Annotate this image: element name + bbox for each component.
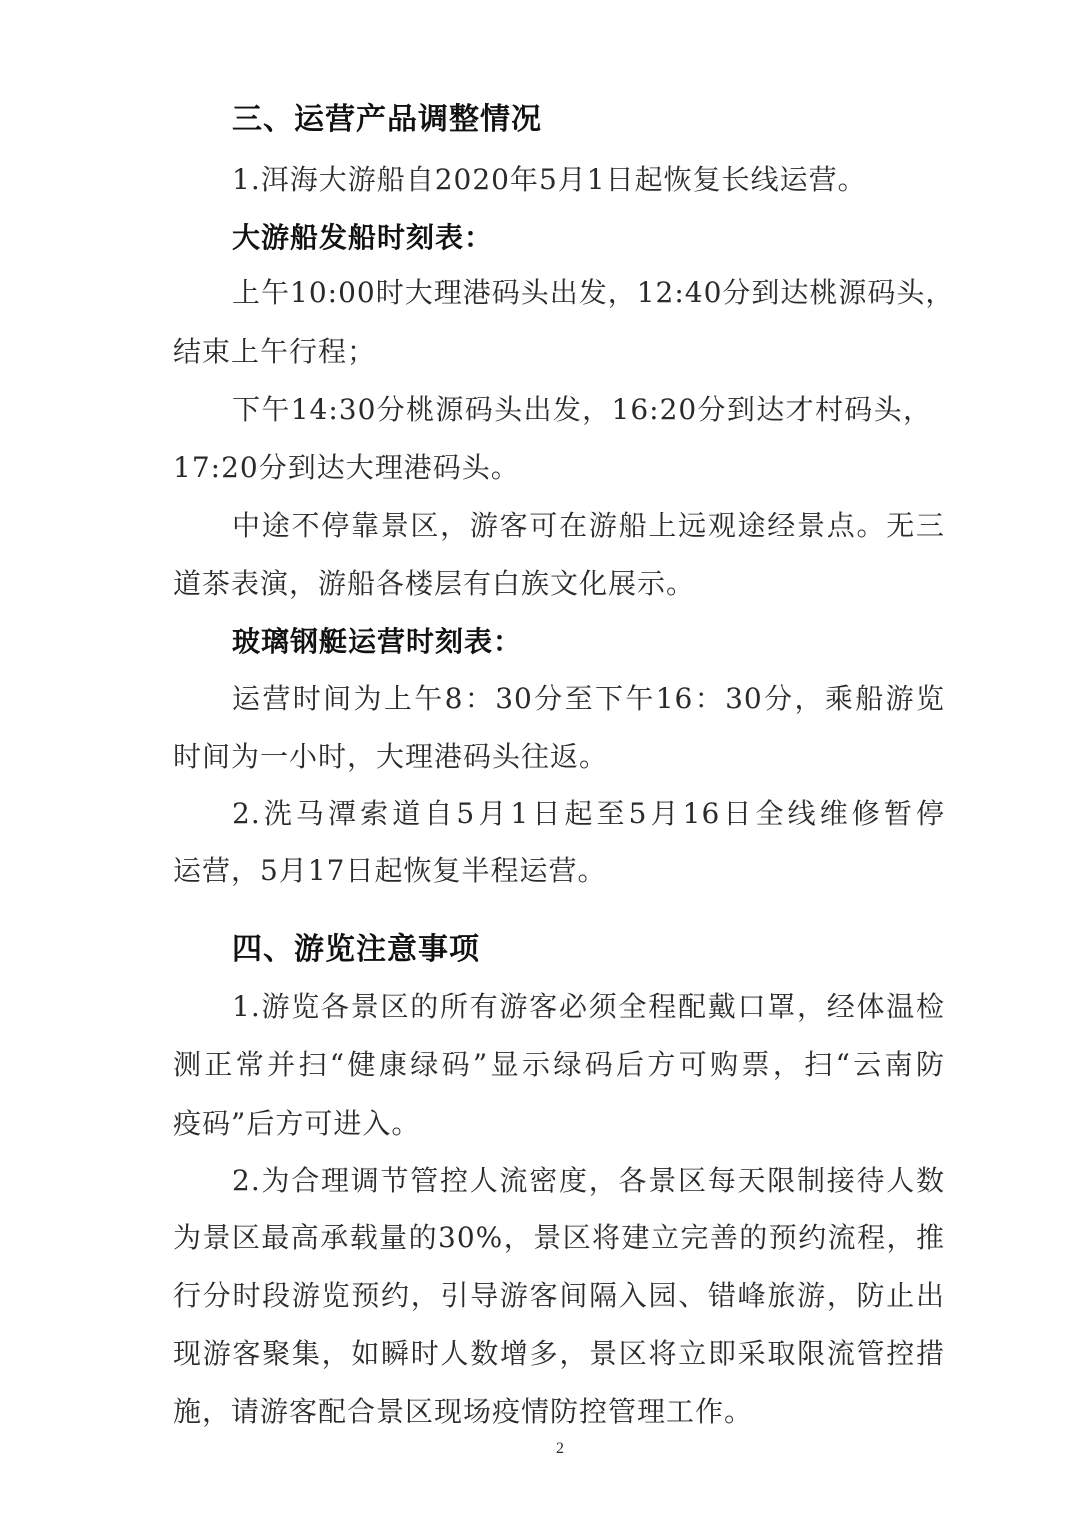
- paragraph-line: 行分时段游览预约，引导游客间隔入园、错峰旅游，防止出: [173, 1279, 945, 1312]
- paragraph-line: 上午10:00时大理港码头出发，12:40分到达桃源码头，: [232, 276, 955, 309]
- paragraph-line: 2.为合理调节管控人流密度，各景区每天限制接待人数: [232, 1164, 945, 1197]
- paragraph-line: 测正常并扫“健康绿码”显示绿码后方可购票，扫“云南防: [173, 1048, 945, 1081]
- section-heading-3: 三、运营产品调整情况: [232, 102, 542, 137]
- paragraph-line: 现游客聚集，如瞬时人数增多，景区将立即采取限流管控措: [173, 1337, 945, 1370]
- paragraph-line: 17:20分到达大理港码头。: [173, 451, 520, 484]
- paragraph-line: 下午14:30分桃源码头出发，16:20分到达才村码头，: [232, 393, 932, 426]
- paragraph-line: 中途不停靠景区，游客可在游船上远观途经景点。无三: [232, 509, 945, 542]
- paragraph-line: 施，请游客配合景区现场疫情防控管理工作。: [173, 1395, 754, 1428]
- paragraph-line: 1.游览各景区的所有游客必须全程配戴口罩，经体温检: [232, 990, 945, 1023]
- paragraph-line: 疫码”后方可进入。: [173, 1107, 421, 1140]
- subheading-fiberglass-schedule: 玻璃钢艇运营时刻表：: [232, 625, 523, 658]
- paragraph-line: 运营，5月17日起恢复半程运营。: [173, 854, 607, 887]
- paragraph-line: 道茶表演，游船各楼层有白族文化展示。: [173, 567, 696, 600]
- subheading-boat-schedule: 大游船发船时刻表：: [232, 221, 494, 254]
- paragraph: 1.洱海大游船自2020年5月1日起恢复长线运营。: [232, 163, 867, 196]
- paragraph-line: 2.洗马潭索道自5月1日起至5月16日全线维修暂停: [232, 797, 945, 830]
- page-number: 2: [556, 1440, 564, 1457]
- paragraph-line: 运营时间为上午8：30分至下午16：30分，乘船游览: [232, 682, 945, 715]
- paragraph-line: 结束上午行程；: [173, 335, 377, 368]
- paragraph-line: 时间为一小时，大理港码头往返。: [173, 740, 609, 773]
- paragraph-line: 为景区最高承载量的30%，景区将建立完善的预约流程，推: [173, 1221, 945, 1254]
- section-heading-4: 四、游览注意事项: [232, 932, 480, 967]
